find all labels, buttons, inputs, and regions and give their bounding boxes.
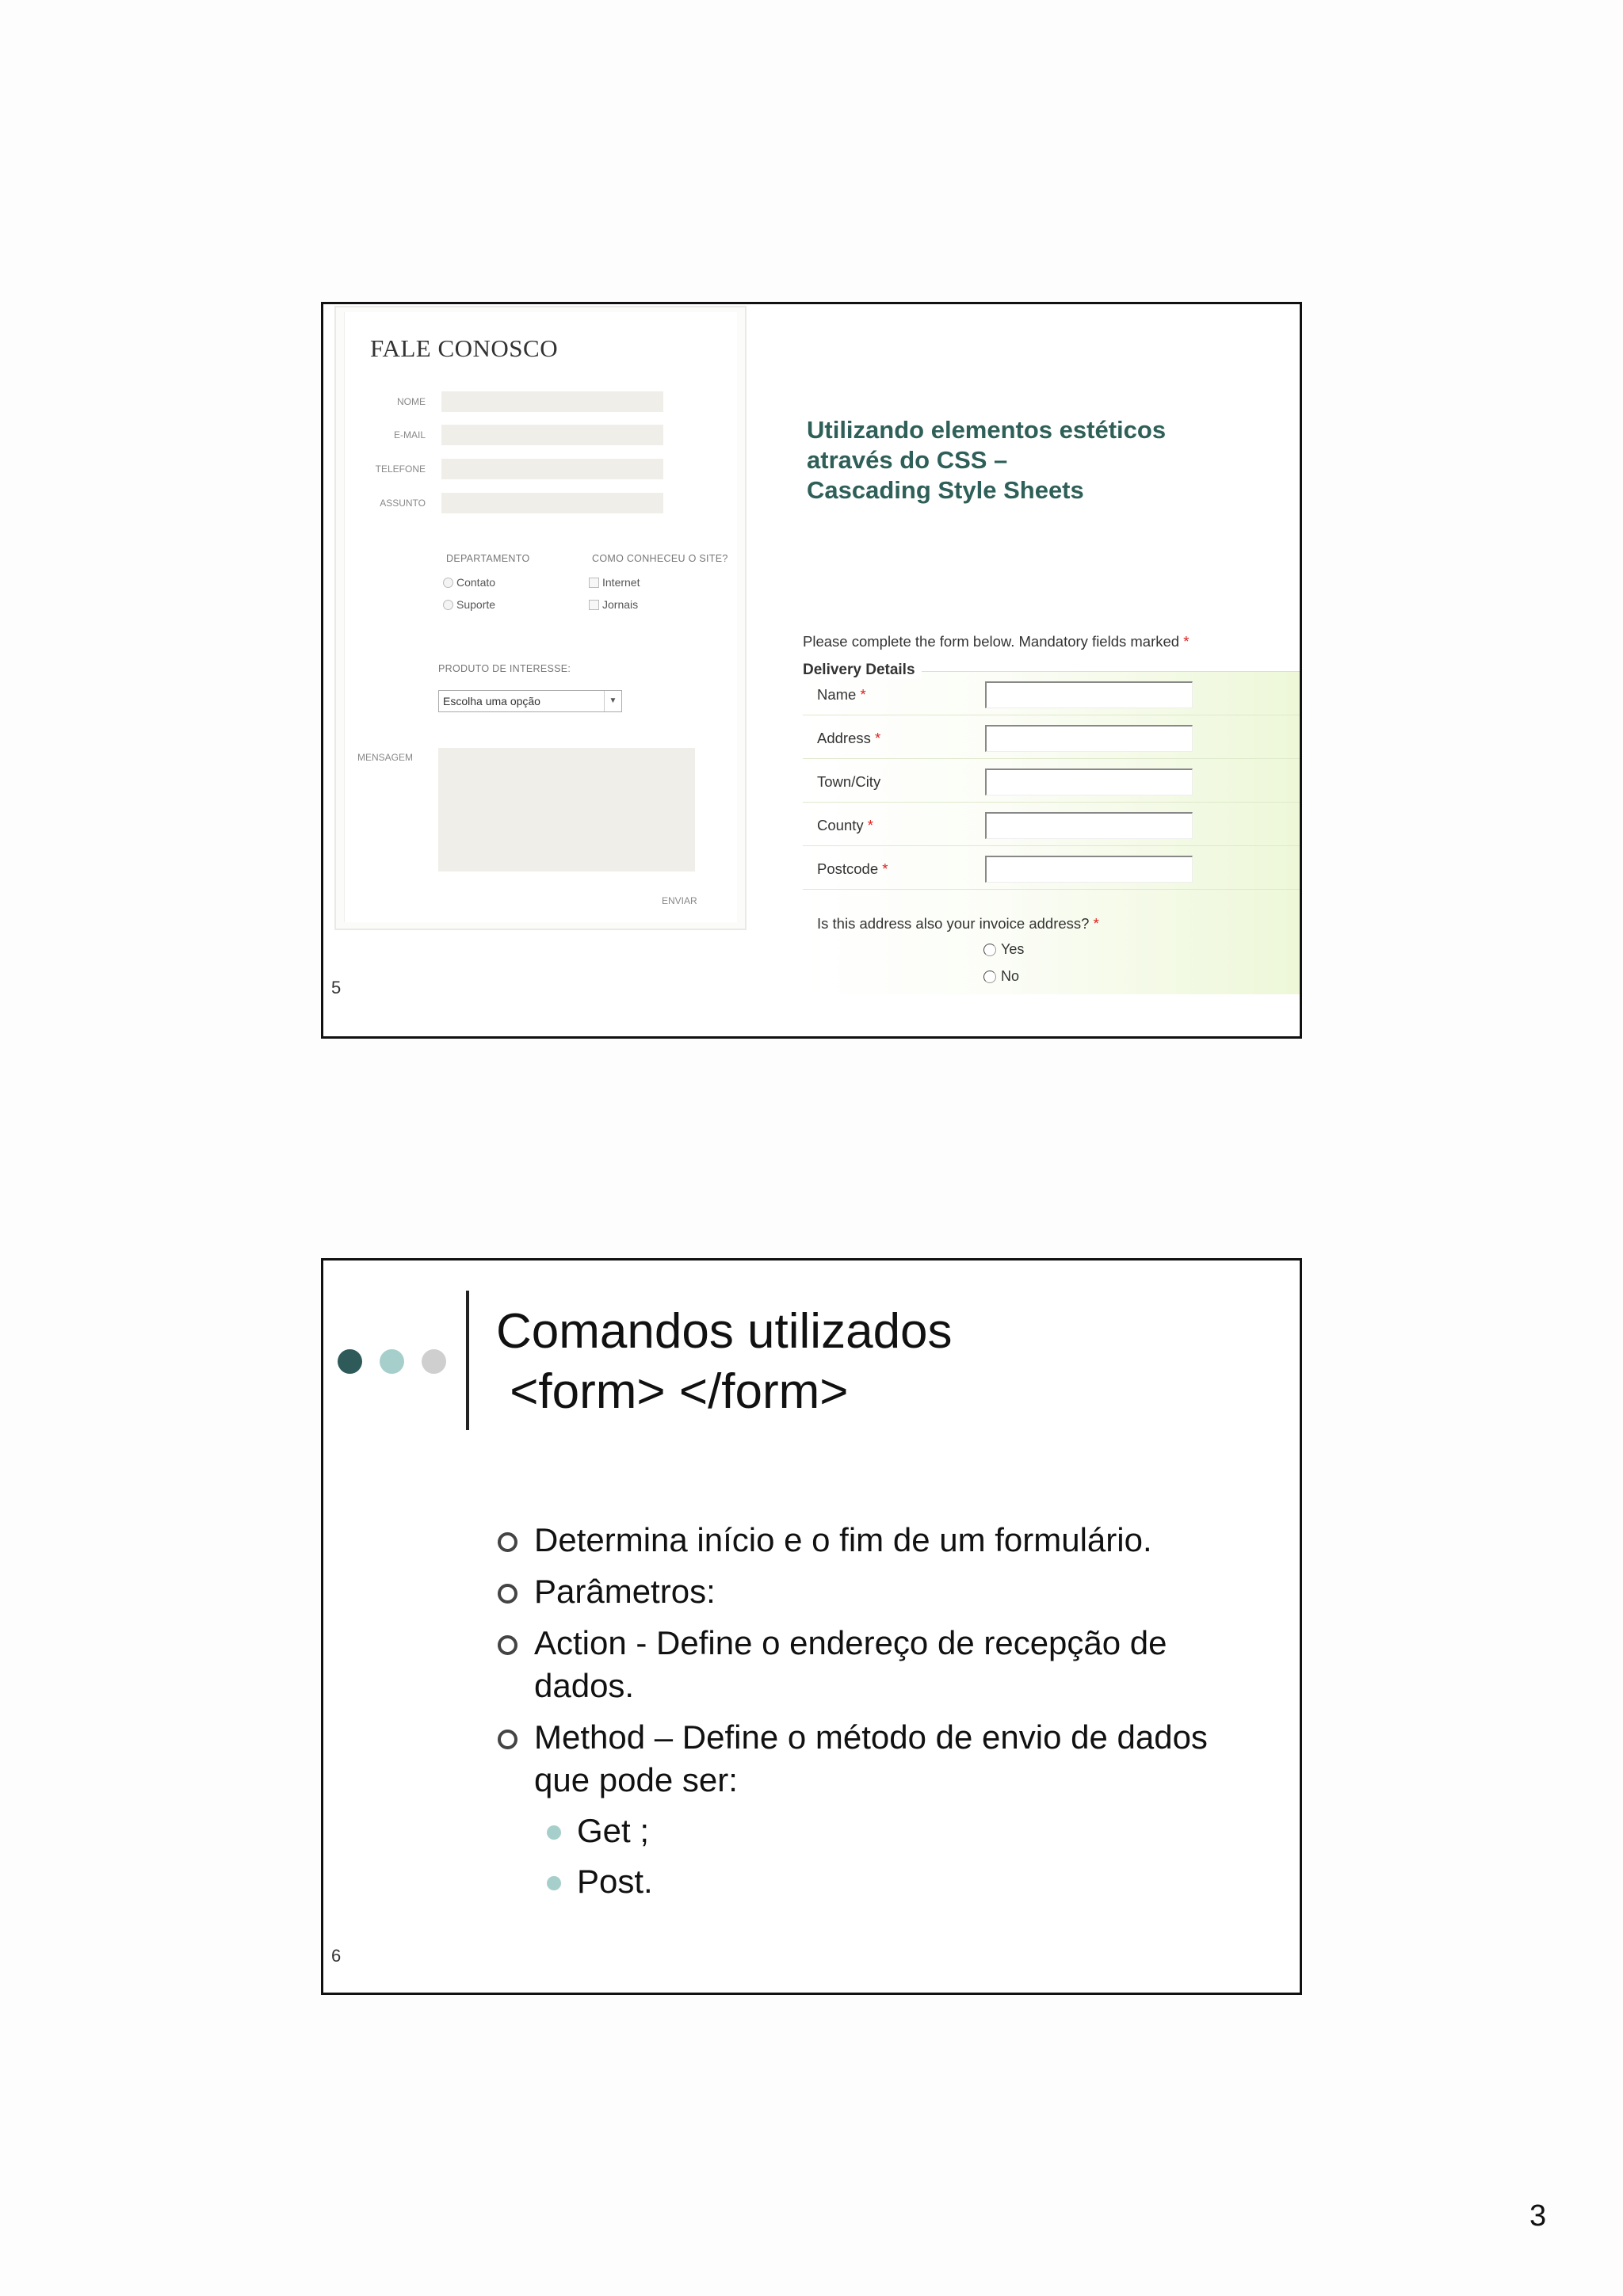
- assunto-label: ASSUNTO: [380, 498, 426, 509]
- radio-contato-label: Contato: [456, 576, 496, 589]
- slide-5-heading: [807, 415, 1166, 505]
- delivery-legend: Delivery Details: [803, 662, 922, 679]
- checkbox-icon: [589, 578, 599, 588]
- bullet-item: Parâmetros:: [496, 1570, 1257, 1613]
- radio-suporte[interactable]: [443, 598, 495, 611]
- invoice-question: [817, 915, 1099, 933]
- email-label: E-MAIL: [393, 429, 426, 441]
- nome-row: [397, 391, 663, 412]
- assunto-input[interactable]: [441, 493, 663, 513]
- heading-line: Cascading Style Sheets: [807, 476, 1084, 504]
- delivery-field-label: Town/City: [817, 773, 881, 790]
- delivery-form-screenshot: [803, 633, 1302, 984]
- telefone-row: [375, 459, 663, 479]
- decorative-dots: [338, 1349, 446, 1374]
- delivery-field-label: County *: [817, 817, 873, 833]
- delivery-row: [803, 803, 1302, 846]
- mensagem-label: MENSAGEM: [357, 752, 414, 763]
- bullet-item: Action - Define o endereço de recepção de dados.: [496, 1622, 1257, 1707]
- como-conheceu-label: COMO CONHECEU O SITE?: [592, 553, 728, 564]
- dot-grey-icon: [422, 1349, 446, 1374]
- heading-line: Utilizando elementos estéticos: [807, 416, 1167, 444]
- slide-number: 6: [331, 1946, 342, 1966]
- slide-6-title: [496, 1302, 953, 1422]
- enviar-button[interactable]: ENVIAR: [662, 895, 697, 906]
- radio-icon: [983, 944, 996, 956]
- title-divider: [466, 1291, 469, 1430]
- address-input[interactable]: [985, 725, 1193, 752]
- radio-suporte-label: Suporte: [456, 598, 496, 611]
- radio-icon: [983, 971, 996, 983]
- email-input[interactable]: [441, 425, 663, 445]
- required-mark: *: [1093, 915, 1099, 932]
- chevron-down-icon: ▼: [604, 691, 621, 711]
- sub-bullet-item: Get ;: [534, 1810, 1257, 1852]
- telefone-input[interactable]: [441, 459, 663, 479]
- dot-teal-icon: [380, 1349, 404, 1374]
- invoice-question-text: Is this address also your invoice address?: [817, 915, 1090, 932]
- delivery-row: [803, 715, 1302, 759]
- produto-select-value: Escolha uma opção: [443, 695, 540, 707]
- postcode-input[interactable]: [985, 856, 1193, 883]
- dot-dark-icon: [338, 1349, 362, 1374]
- bullet-item-method: [496, 1716, 1257, 1903]
- county-input[interactable]: [985, 812, 1193, 839]
- delivery-field-label: Postcode *: [817, 860, 888, 877]
- slide-5: [321, 302, 1302, 1039]
- title-line: Comandos utilizados: [496, 1304, 953, 1359]
- delivery-row: [803, 759, 1302, 803]
- checkbox-jornais[interactable]: [589, 598, 638, 611]
- produto-select[interactable]: [438, 690, 622, 712]
- slide-number: 5: [331, 978, 342, 997]
- produto-label: PRODUTO DE INTERESSE:: [438, 663, 571, 674]
- contact-form-screenshot: [334, 306, 747, 930]
- delivery-intro-text: Please complete the form below. Mandatory fields marked: [803, 633, 1180, 650]
- required-mark: *: [1183, 633, 1190, 650]
- delivery-panel: [803, 671, 1302, 994]
- bullet-text: Method – Define o método de envio de dados que pode ser:: [534, 1718, 1208, 1798]
- radio-icon: [443, 578, 453, 588]
- name-input[interactable]: [985, 681, 1193, 708]
- nome-label: NOME: [397, 396, 426, 407]
- checkbox-icon: [589, 600, 599, 610]
- slide-6: [321, 1258, 1302, 1995]
- delivery-row: [803, 846, 1302, 890]
- invoice-no-radio[interactable]: [983, 968, 1019, 985]
- bullet-list: [496, 1519, 1257, 1912]
- checkbox-internet[interactable]: [589, 576, 640, 589]
- radio-icon: [443, 600, 453, 610]
- sub-bullet-list: [534, 1810, 1257, 1903]
- contact-form-panel: [344, 312, 737, 922]
- telefone-label: TELEFONE: [375, 463, 426, 475]
- departamento-label: DEPARTAMENTO: [446, 553, 530, 564]
- town-city-input[interactable]: [985, 769, 1193, 795]
- heading-line: através do CSS –: [807, 446, 1008, 474]
- invoice-yes-label: Yes: [1001, 941, 1025, 957]
- checkbox-internet-label: Internet: [602, 576, 640, 589]
- delivery-field-label: Name *: [817, 686, 866, 703]
- delivery-intro: [803, 633, 1302, 650]
- checkbox-jornais-label: Jornais: [602, 598, 639, 611]
- bullet-item: Determina início e o fim de um formulário.: [496, 1519, 1257, 1562]
- nome-input[interactable]: [441, 391, 663, 412]
- delivery-field-label: Address *: [817, 730, 881, 746]
- title-line: <form> </form>: [496, 1364, 849, 1419]
- mensagem-textarea[interactable]: [438, 748, 695, 871]
- email-row: [393, 425, 663, 445]
- assunto-row: [380, 493, 663, 513]
- invoice-no-label: No: [1001, 968, 1020, 984]
- radio-contato[interactable]: [443, 576, 495, 589]
- contact-form-title: FALE CONOSCO: [370, 334, 559, 362]
- invoice-yes-radio[interactable]: [983, 941, 1024, 958]
- sub-bullet-item: Post.: [534, 1860, 1257, 1903]
- page-number: 3: [1529, 2199, 1547, 2233]
